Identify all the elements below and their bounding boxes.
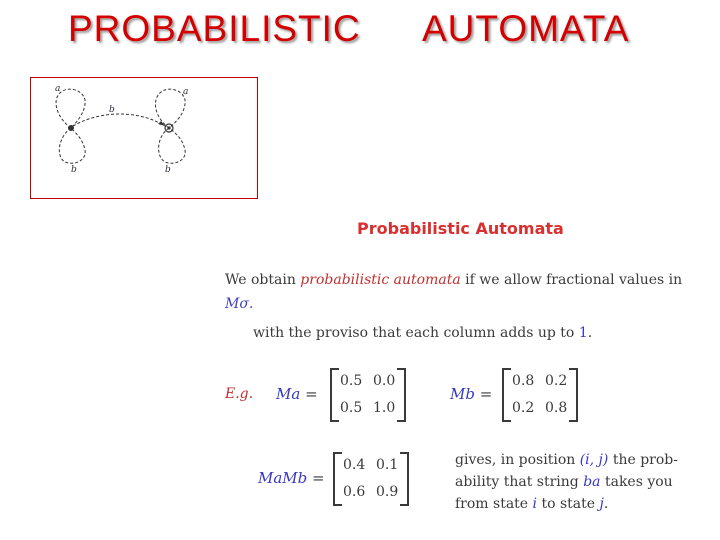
title-word-probabilistic: PROBABILISTIC — [68, 8, 361, 49]
mamb-equals: = — [312, 469, 325, 487]
title-word-automata: AUTOMATA — [422, 8, 630, 49]
gives-2-pre: ability that string — [455, 474, 584, 490]
transition-edge — [73, 114, 165, 126]
gives-line-3 — [455, 496, 608, 512]
automaton-diagram-svg — [31, 78, 259, 200]
automaton-diagram — [30, 77, 258, 199]
label-left-bottom: b — [71, 165, 77, 175]
matrix-mamb-label — [258, 469, 325, 487]
proviso-post: . — [587, 325, 593, 341]
gives-3-j: j — [599, 496, 604, 512]
matrix-ma-label — [276, 385, 318, 403]
gives-line-1 — [455, 452, 678, 468]
gives-line-2 — [455, 474, 673, 490]
gives-1-pre: gives, in position — [455, 452, 580, 468]
ma-cell-0-0: 0.5 — [340, 373, 363, 389]
mb-cell-0-0: 0.8 — [512, 373, 535, 389]
ma-name: Ma — [276, 385, 301, 403]
mb-equals: = — [479, 385, 493, 403]
intro-line-1-post: if we allow fractional values in — [460, 272, 683, 288]
matrix-mb-label — [450, 385, 492, 403]
mamb-cell-1-1: 0.9 — [376, 484, 399, 500]
section-heading: Probabilistic Automata — [357, 219, 564, 238]
proviso-line — [253, 325, 592, 341]
mb-cell-1-0: 0.2 — [512, 400, 535, 416]
matrix-mb — [502, 368, 578, 422]
mamb-cell-0-1: 0.1 — [376, 457, 399, 473]
ma-cell-1-1: 1.0 — [373, 400, 396, 416]
label-right-bottom: b — [165, 165, 171, 175]
intro-line-1 — [225, 272, 682, 288]
proviso-pre: with the proviso that each column adds up to — [253, 325, 579, 341]
ma-cell-1-0: 0.5 — [340, 400, 363, 416]
matrix-mamb — [333, 452, 409, 506]
mamb-cell-0-0: 0.4 — [343, 457, 366, 473]
intro-line-1-emphasis: probabilistic automata — [300, 272, 461, 288]
mb-name: Mb — [450, 385, 475, 403]
gives-3-mid: to state — [537, 496, 600, 512]
left-bottom-loop — [59, 128, 85, 163]
intro-line-1-pre: We obtain — [225, 272, 301, 288]
gives-3-pre: from state — [455, 496, 533, 512]
matrix-ma — [330, 368, 406, 422]
intro-line-2: Mσ. — [225, 296, 254, 312]
mamb-cell-1-0: 0.6 — [343, 484, 366, 500]
ma-equals: = — [305, 385, 318, 403]
right-bottom-loop — [159, 128, 186, 163]
gives-2-post: takes you — [600, 474, 673, 490]
label-left-top: a — [55, 84, 61, 94]
mb-cell-1-1: 0.8 — [545, 400, 568, 416]
gives-3-i: i — [532, 496, 538, 512]
mamb-name: MaMb — [258, 469, 308, 487]
example-label: E.g. — [225, 386, 254, 402]
gives-1-post: the prob- — [608, 452, 678, 468]
mb-cell-0-1: 0.2 — [545, 373, 568, 389]
left-top-loop — [56, 89, 85, 128]
label-right-top: a — [183, 87, 189, 97]
gives-3-post: . — [603, 496, 609, 512]
gives-2-ba: ba — [583, 474, 601, 490]
ma-cell-0-1: 0.0 — [373, 373, 396, 389]
gives-1-ij: (i, j) — [579, 452, 609, 468]
label-middle: b — [109, 105, 115, 115]
slide-title — [0, 8, 720, 52]
proviso-number: 1 — [578, 325, 588, 341]
